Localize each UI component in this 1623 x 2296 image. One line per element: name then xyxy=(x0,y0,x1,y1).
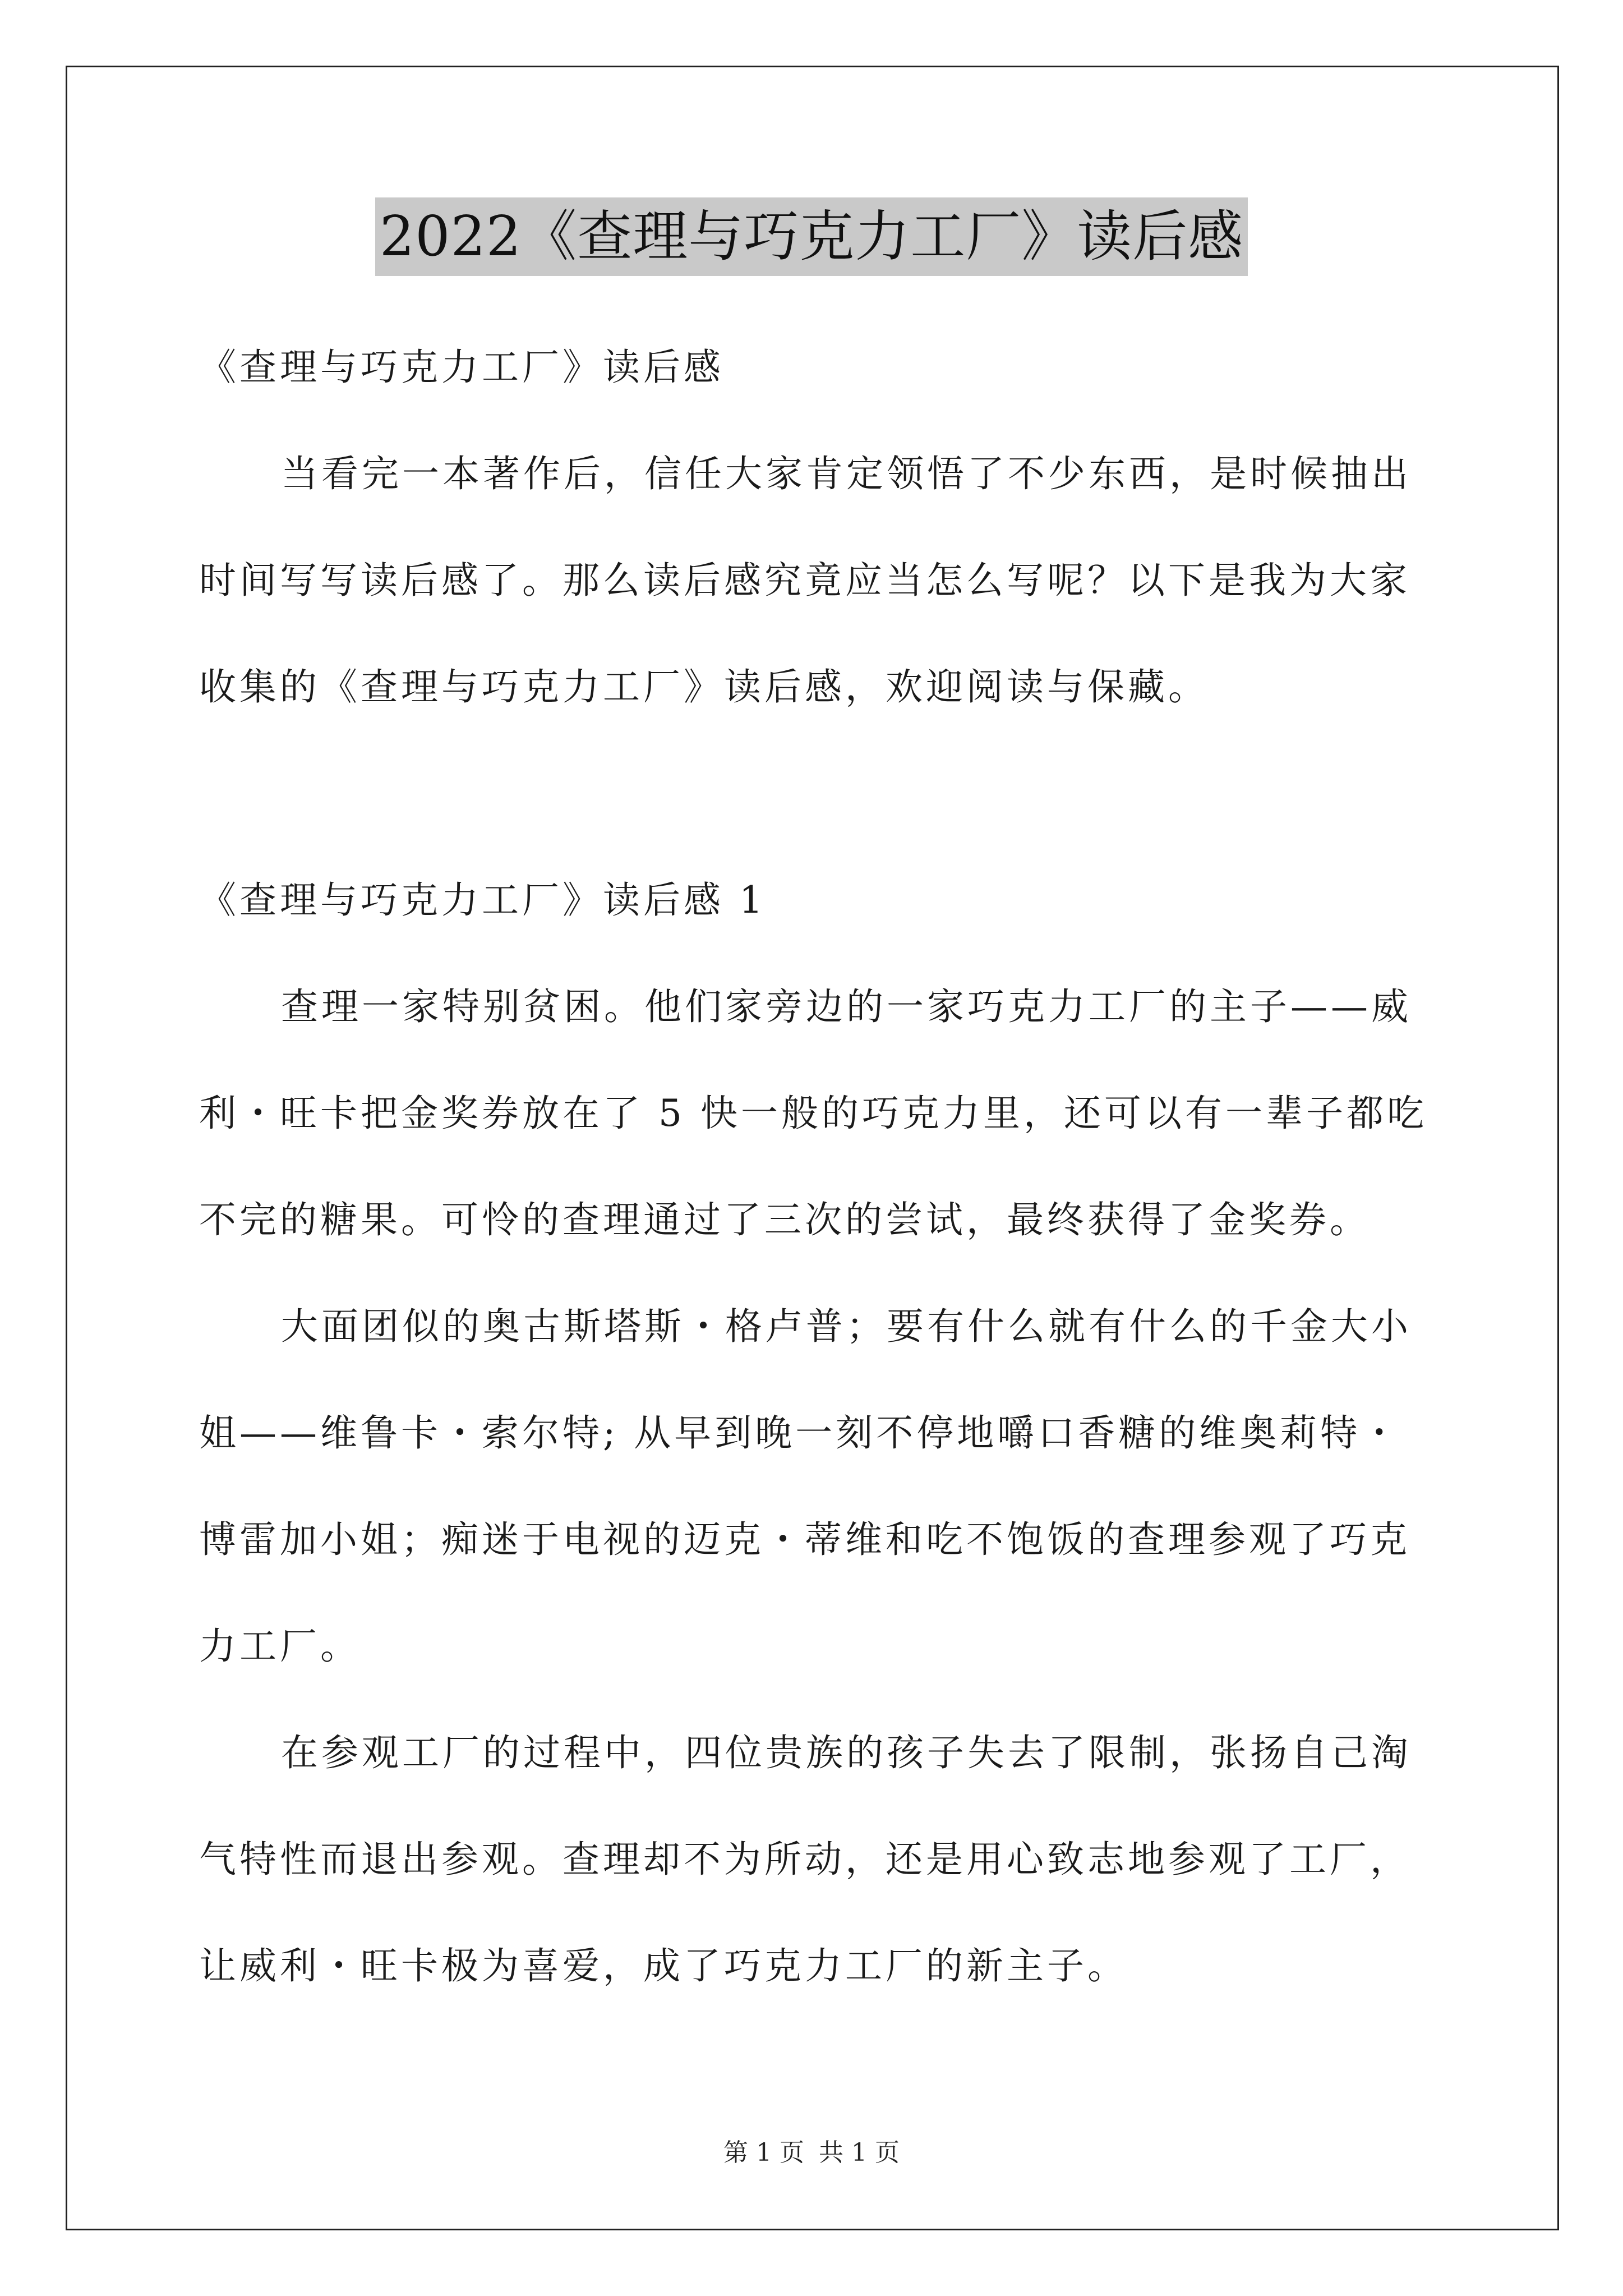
paragraph-3: 在参观工厂的过程中，四位贵族的孩子失去了限制，张扬自己淘气特性而退出参观。查理却不为所动，还是用心致志地参观了工厂，让威利・旺卡极为喜爱，成了巧克力工厂的新主子。 xyxy=(199,1731,1412,1987)
page-total: 共 1 页 xyxy=(819,2138,900,2167)
paragraph-2: 大面团似的奥古斯塔斯・格卢普；要有什么就有什么的千金大小姐——维鲁卡・索尔特; 从早到晚一刻不停地嚼口香糖的维奥莉特・博雷加小姐；痴迷于电视的迈克・蒂维和吃不饱饭的查理参观了巧克力工厂。 xyxy=(199,1305,1412,1668)
subtitle: 《查理与巧克力工厂》读后感 xyxy=(199,346,724,389)
document-title: 2022《查理与巧克力工厂》读后感 xyxy=(375,197,1248,276)
paragraph-1: 查理一家特别贫困。他们家旁边的一家巧克力工厂的主子——威利・旺卡把金奖券放在了 5 快一般的巧克力里，还可以有一辈子都吃不完的糖果。可怜的查理通过了三次的尝试，最终获得了金奖券。 xyxy=(199,985,1427,1241)
page-footer xyxy=(0,2136,1623,2170)
title-container xyxy=(0,197,1623,276)
section-heading: 《查理与巧克力工厂》读后感 1 xyxy=(199,878,766,922)
paragraph-intro: 当看完一本著作后，信任大家肯定领悟了不少东西，是时候抽出时间写写读后感了。那么读后感究竟应当怎么写呢？以下是我为大家收集的《查理与巧克力工厂》读后感，欢迎阅读与保藏。 xyxy=(199,452,1412,708)
page-number: 第 1 页 xyxy=(723,2138,804,2167)
document-body xyxy=(199,314,1427,2019)
